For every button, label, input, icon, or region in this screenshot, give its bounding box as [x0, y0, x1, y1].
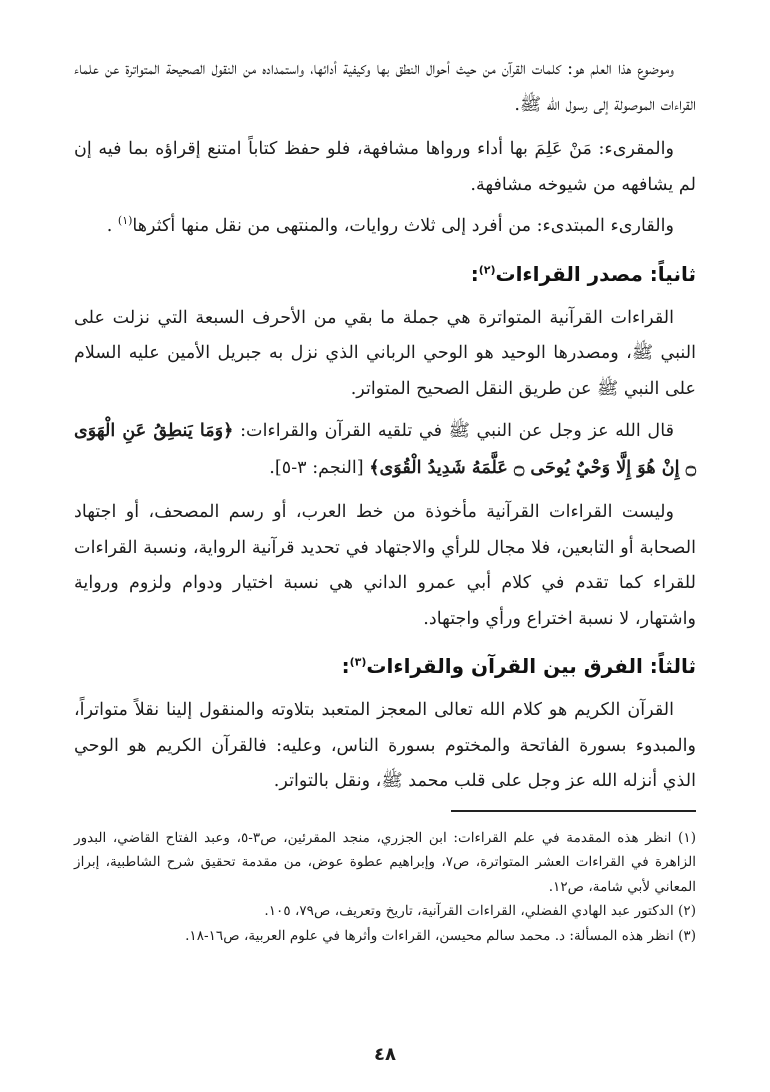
- paragraph-qari: [74, 209, 696, 245]
- paragraph-source: القراءات القرآنية المتواترة هي جملة ما بقي من الأحرف السبعة التي نزلت على النبي ﷺ، ومصدرها الوحيد هو الوحي الرباني الذي نزل به جبريل الأمين عليه السلام على النبي ﷺ عن طريق النقل الصحيح المتواتر.: [74, 307, 696, 399]
- footnote-separator: [74, 810, 696, 812]
- footnote-ref-3: (٣): [349, 655, 367, 669]
- paragraph-subject: وموضوع هذا العلم هو: كلمات القرآن من حيث أحوال النطق بها وكيفية أدائها، واستمداده من النقول الصحيحة المتواترة عن علماء القراءات الموصولة إلى رسول الله ﷺ.: [74, 59, 696, 115]
- page-number: ٤٨: [374, 1044, 396, 1065]
- paragraph-quran-definition: القرآن الكريم هو كلام الله تعالى المعجز المتعبد بتلاوته والمنقول إلينا نقلاً متواتراً، والمبدوء بسورة الفاتحة والمختوم بسورة الناس، وعليه: فالقرآن الكريم هو الوحي الذي أنزله الله عز وجل على قلب محمد ﷺ، ونقل بالتواتر.: [74, 700, 696, 791]
- section-heading-difference-text: ثالثاً: الفرق بين القرآن والقراءات: [366, 654, 696, 678]
- footnote-1: (١) انظر هذه المقدمة في علم القراءات: ابن الجزري، منجد المقرئين، ص٣-٥، وعبد الفتاح القاضي، البدور الزاهرة في القراءات العشر المتواترة، ص٧، وإبراهيم عطوة عوض، من مقدمة تحقيق شرح الشاطبية، إبراز المعاني لأبي شامة، ص١٢.: [74, 829, 696, 895]
- quote-intro: قال الله عز وجل عن النبي ﷺ في تلقيه القرآن والقراءات:: [240, 421, 674, 441]
- footnote-ref-2: (٢): [478, 262, 496, 276]
- verse-reference: [النجم: ٣-٥].: [269, 457, 364, 478]
- paragraph-qari-text: والقارىء المبتدىء: من أفرد إلى ثلاث روايات، والمنتهى من نقل منها أكثرها: [132, 216, 674, 236]
- section-heading-source-end: :: [470, 261, 479, 286]
- footnote-3: (٣) انظر هذه المسألة: د. محمد سالم محيسن، القراءات وأثرها في علوم العربية، ص١٦-١٨.: [185, 927, 696, 944]
- section-heading-source-text: ثانياً: مصدر القراءات: [495, 261, 696, 286]
- footnote-2: (٢) الدكتور عبد الهادي الفضلي، القراءات القرآنية، تاريخ وتعريف، ص٧٩، ١٠٥.: [264, 903, 696, 919]
- paragraph-not-from-script: وليست القراءات القرآنية مأخوذة من خط العرب، أو رسم المصحف، أو اجتهاد الصحابة أو التابعين، فلا مجال للرأي والاجتهاد في تحديد قرآنية الرواية، ونسبة القراءات للقراء كما تقدم في كلام أبي عمرو الداني هي نسبة اختيار ودوام ولزوم ورواية واشتهار، لا نسبة اختراع ورأي واجتهاد.: [74, 502, 696, 629]
- quran-verse: ﴿وَمَا يَنطِقُ عَنِ الْهَوَى ۝ إِنْ هُوَ إِلَّا وَحْيٌ يُوحَى ۝ عَلَّمَهُ شَدِيدُ الْقُوَى﴾: [74, 420, 696, 478]
- paragraph-qari-end: .: [106, 216, 113, 236]
- section-heading-source: [74, 255, 696, 293]
- page-content: [74, 52, 696, 948]
- footnote-ref-1: (١): [117, 214, 133, 228]
- section-heading-difference-end: :: [341, 654, 350, 678]
- footnote-separator-line: [451, 810, 696, 812]
- paragraph-muqri: والمقرىء: مَنْ عَلِمَ بها أداء ورواها مشافهة، فلو حفظ كتاباً امتنع إقراؤه بما فيه إن لم يشافهه من شيوخه مشافهة.: [74, 139, 696, 195]
- paragraph-quran-quote: [74, 413, 696, 486]
- footnotes: [74, 826, 696, 949]
- section-heading-difference: [74, 647, 696, 685]
